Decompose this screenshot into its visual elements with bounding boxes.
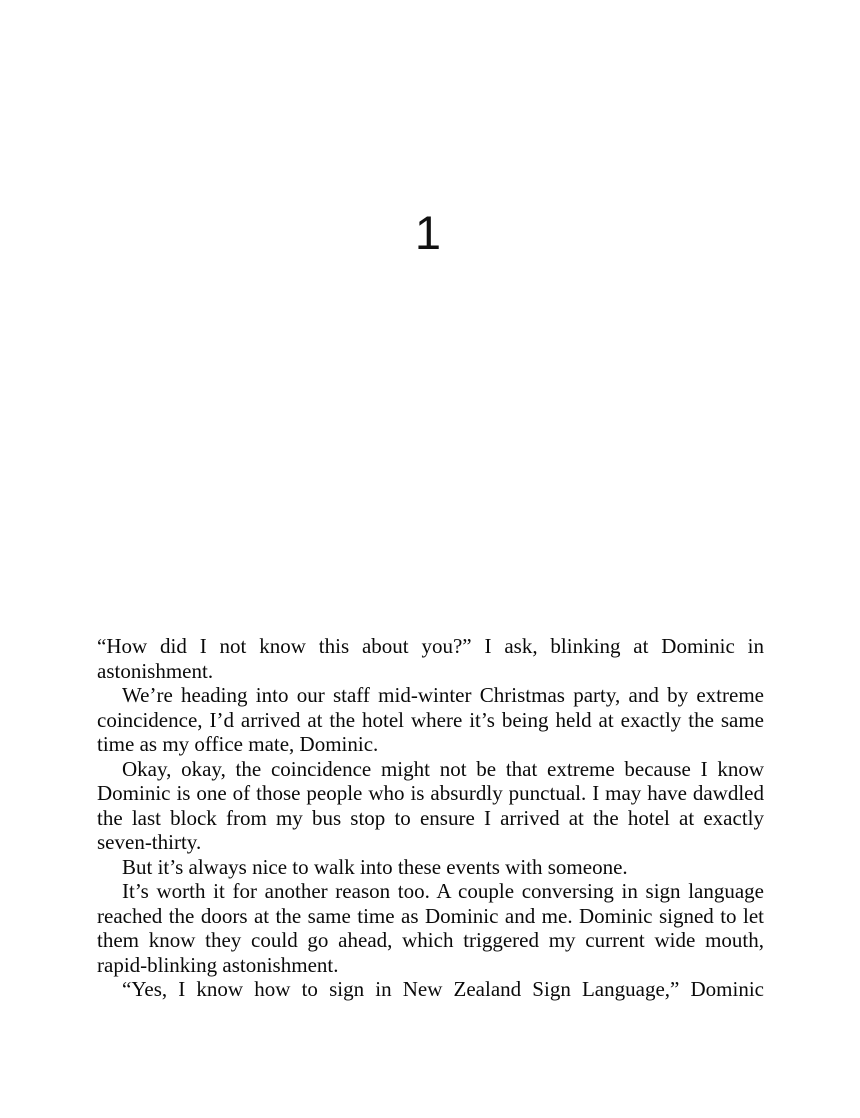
paragraph: We’re heading into our staff mid-winter Christmas party, and by extreme coincidence, I’d arrived at the hotel where it’s being held at exactly the same time as my office mate, Dominic.	[97, 683, 764, 756]
paragraph-continued-next-page: “Yes, I know how to sign in New Zealand Sign Language,” Dominic	[122, 977, 764, 1001]
chapter-body-text	[97, 634, 764, 1002]
paragraph: But it’s always nice to walk into these events with someone.	[122, 854, 628, 879]
paragraph: It’s worth it for another reason too. A couple conversing in sign language reached the doors at the same time as Dominic and me. Dominic signed to let them know they could go ahead, which triggered my current wide mouth, rapid-blinking astonishment.	[97, 879, 764, 977]
chapter-number-heading: 1	[414, 206, 442, 259]
paragraph: “How did I not know this about you?” I ask, blinking at Dominic in astonishment.	[97, 634, 764, 683]
paragraph: Okay, okay, the coincidence might not be that extreme because I know Dominic is one of those people who is absurdly punctual. I may have dawdled the last block from my bus stop to ensure I arrived at the hotel at exactly seven-thirty.	[97, 756, 764, 854]
